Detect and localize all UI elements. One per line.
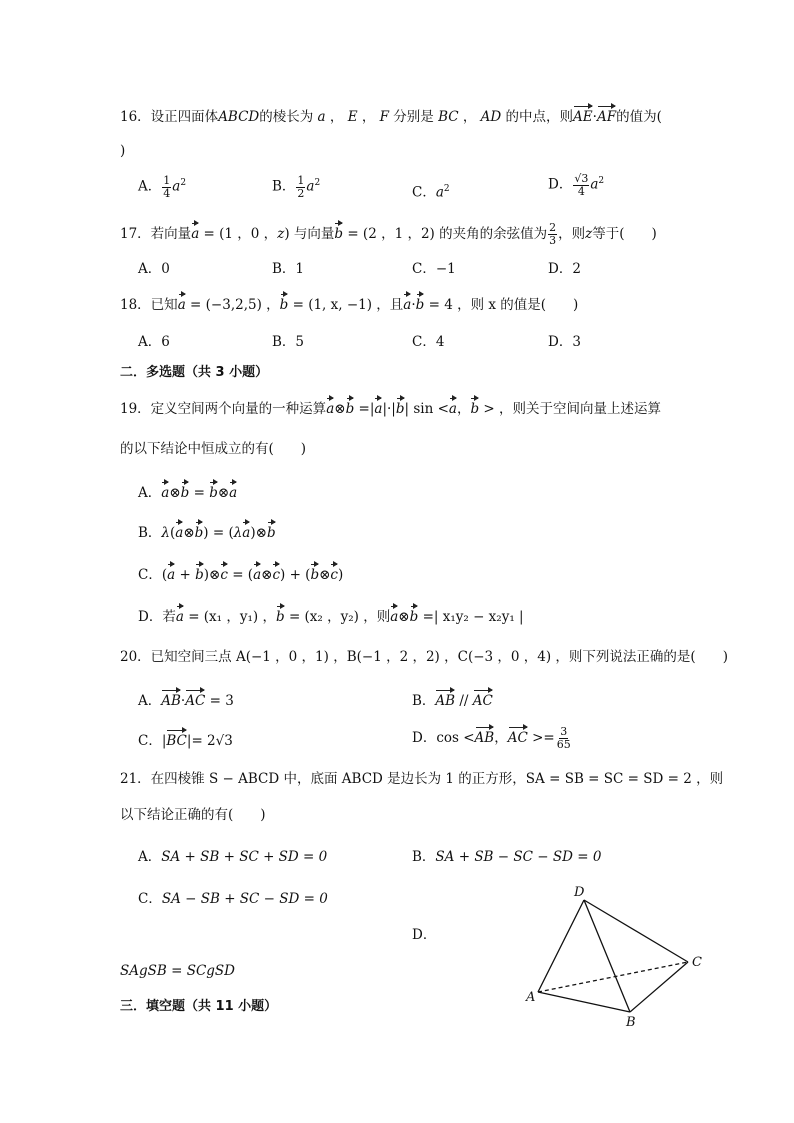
q20-option-a[interactable]: A．AB·AC = 3 (138, 693, 234, 709)
q16-option-a[interactable]: A． $\frac{1}{4}$ $a^2$ (138, 173, 187, 200)
q20-option-c[interactable]: C．|BC|= 2√3 (138, 733, 233, 749)
q16-option-c[interactable]: C．$a^2$ (412, 184, 450, 201)
q21-option-d[interactable]: D． (412, 927, 437, 943)
q18-option-b[interactable]: B．5 (272, 334, 305, 350)
q18-option-c[interactable]: C．4 (412, 334, 445, 350)
vertex-label-B: B (626, 1015, 636, 1030)
edge-BC (630, 962, 688, 1012)
q19-stem-line2: 的以下结论中恒成立的有( ) (120, 441, 307, 457)
q18-option-a[interactable]: A．6 (138, 334, 170, 350)
q19-option-a[interactable]: A．a⊗b = b⊗a (138, 485, 238, 501)
edge-DA (538, 900, 584, 992)
q17-option-c[interactable]: C．−1 (412, 261, 456, 277)
vertex-label-A: A (526, 990, 536, 1005)
section-heading-fill-in: 三．填空题（共 11 小题） (120, 999, 278, 1014)
edge-AB (538, 992, 630, 1012)
q21-option-a[interactable]: A．SA + SB + SC + SD = 0 (138, 849, 328, 865)
q21-stem-line2: 以下结论正确的有( ) (120, 807, 266, 823)
q21-option-b[interactable]: B．SA + SB − SC − SD = 0 (412, 849, 602, 865)
q17-stem: 17．若向量a = (1 ，0 ，z) 与向量b = (2 ，1 ，2) 的夹角的余弦值为 $\frac{2}{3}$ ，则z等于( ) (120, 221, 657, 247)
q20-option-d[interactable]: D．cos <AB，AC >= $\frac{3}{65}$ (412, 725, 571, 751)
q21-option-d-expression: SAgSB = SCgSD (120, 963, 235, 979)
q16-option-d[interactable]: D． $\frac{√3}{4}$ $a^2$ (548, 171, 605, 198)
q18-stem: 18．已知a = (−3,2,5) ，b = (1, x, −1) ，且a·b = 4 ，则 x 的值是( ) (120, 297, 579, 313)
section-heading-multiple-choice: 二．多选题（共 3 小题） (120, 365, 269, 380)
q18-option-d[interactable]: D．3 (548, 334, 581, 350)
vertex-label-C: C (692, 955, 702, 970)
q21-option-c[interactable]: C．SA − SB + SC − SD = 0 (138, 891, 328, 907)
q20-stem: 20．已知空间三点 A(−1 ，0 ，1) ，B(−1 ，2 ，2) ，C(−3 ，0 ，4) ，则下列说法正确的是( ) (120, 649, 728, 665)
q20-option-b[interactable]: B．AB // AC (412, 693, 493, 709)
q16-option-b[interactable]: B． $\frac{1}{2}$ $a^2$ (272, 173, 321, 200)
edge-AC-hidden (538, 962, 688, 992)
q19-option-b[interactable]: B．λ(a⊗b) = (λa)⊗b (138, 525, 276, 541)
q19-stem-line1: 19．定义空间两个向量的一种运算a⊗b =|a|·|b| sin <a，b > ，则关于空间向量上述运算 (120, 401, 662, 417)
tetrahedron-figure (520, 880, 720, 1030)
edge-DB (584, 900, 630, 1012)
q19-option-c[interactable]: C．(a + b)⊗c = (a⊗c) + (b⊗c) (138, 567, 344, 583)
q19-option-d[interactable]: D．若a = (x₁ ，y₁) ，b = (x₂ ，y₂) ，则a⊗b =| x₁y₂ − x₂y₁ | (138, 609, 524, 625)
q17-option-d[interactable]: D．2 (548, 261, 581, 277)
q21-stem-line1: 21．在四棱锥 S − ABCD 中，底面 ABCD 是边长为 1 的正方形，SA = SB = SC = SD = 2 ，则 (120, 771, 724, 787)
q16-stem: 16．设正四面体ABCD的棱长为 a ， E ， F 分别是 BC ， AD 的中点，则AE·AF的值为( (120, 109, 662, 125)
vertex-label-D: D (574, 885, 585, 900)
edge-DC (584, 900, 688, 962)
q17-option-b[interactable]: B．1 (272, 261, 305, 277)
q17-option-a[interactable]: A．0 (138, 261, 170, 277)
q16-close: ) (120, 143, 126, 159)
